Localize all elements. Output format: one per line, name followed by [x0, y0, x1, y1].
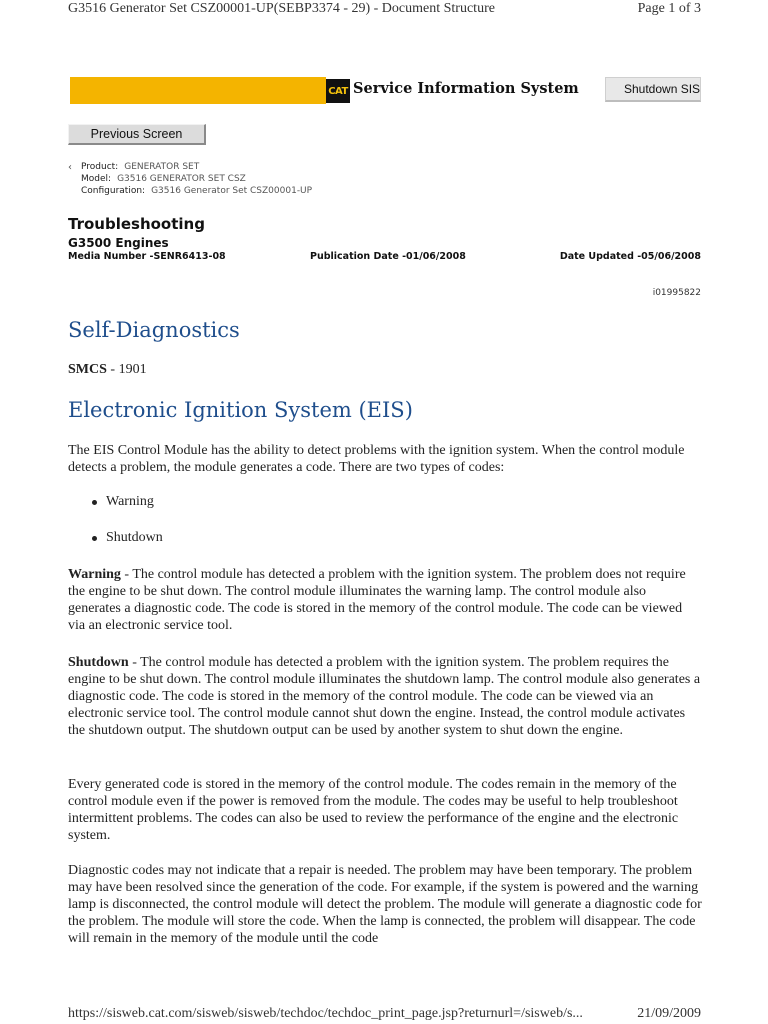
cat-logo	[326, 79, 350, 103]
bullet-icon	[92, 500, 97, 505]
configuration-value: G3516 Generator Set CSZ00001-UP	[151, 186, 313, 196]
document-subtitle: G3500 Engines	[68, 236, 169, 250]
shutdown-paragraph	[68, 654, 702, 739]
smcs-label: SMCS	[68, 362, 107, 377]
memory-paragraph: Every generated code is stored in the memory of the control module. The codes remain in the memory of the control module even if the power is removed from the module. The codes may be useful to help troubleshoot intermittent problems. The codes can also be used to review the performance of the engine and the electronic system.	[68, 777, 679, 843]
warning-text: - The control module has detected a problem with the ignition system. The problem does not require the engine to be shut down. The control module illuminates the warning lamp. The control module also generates a diagnostic code. The code is stored in the memory of the control module. The code can be viewed via an electronic service tool.	[68, 567, 686, 633]
warning-paragraph	[68, 566, 702, 634]
banner-title: Service Information System	[353, 80, 579, 97]
list-item	[92, 530, 163, 546]
list-item	[92, 494, 154, 510]
print-header-title: G3516 Generator Set CSZ00001-UP(SEBP3374 - 29) - Document Structure	[68, 1, 495, 16]
product-info	[68, 161, 312, 197]
diagnostic-paragraph: Diagnostic codes may not indicate that a repair is needed. The problem may have been temporary. The problem may have been resolved since the generation of the code. For example, if the system is powered and the warning lamp is disconnected, the control module will detect the problem. The module will generate a diagnostic code for the problem. The module will store the code. When the lamp is connected, the problem will disappear. The code will remain in the memory of the module until the code	[68, 863, 702, 946]
bullet-icon	[92, 536, 97, 541]
publication-date: Publication Date -01/06/2008	[310, 251, 466, 262]
sis-banner	[68, 77, 701, 104]
product-label: Product:	[81, 162, 119, 172]
print-footer-url: https://sisweb.cat.com/sisweb/sisweb/techdoc/techdoc_print_page.jsp?returnurl=/sisweb/s...	[68, 1006, 583, 1021]
chevron-left-icon[interactable]: ‹	[68, 162, 72, 173]
heading-eis: Electronic Ignition System (EIS)	[68, 398, 413, 422]
list-item-label: Shutdown	[106, 530, 163, 545]
print-header-page-number: Page 1 of 3	[637, 1, 701, 16]
product-value: GENERATOR SET	[124, 162, 200, 172]
intro-paragraph: The EIS Control Module has the ability to detect problems with the ignition system. When the control module detects a problem, the module generates a code. There are two types of codes:	[68, 443, 685, 475]
heading-self-diagnostics: Self-Diagnostics	[68, 318, 240, 342]
warning-term: Warning	[68, 567, 121, 582]
media-number: Media Number -SENR6413-08	[68, 251, 226, 262]
smcs-value: - 1901	[106, 362, 147, 377]
shutdown-text: - The control module has detected a problem with the ignition system. The problem requires the engine to be shut down. The control module illuminates the shutdown lamp. The control module also generates a diagnostic code. The code is stored in the memory of the control module. The code can be viewed via an electronic service tool. The control module cannot shut down the engine. Instead, the control module activates the shutdown output. The shutdown output can be used by another system to shut down the engine.	[68, 655, 701, 738]
cat-logo-text: CAT	[328, 85, 348, 97]
previous-screen-button[interactable]: Previous Screen	[68, 124, 206, 145]
model-label: Model:	[81, 174, 112, 184]
print-footer-date: 21/09/2009	[637, 1006, 701, 1021]
document-title: Troubleshooting	[68, 215, 205, 233]
configuration-label: Configuration:	[81, 186, 146, 196]
model-value: G3516 GENERATOR SET CSZ	[117, 174, 246, 184]
smcs-code	[68, 362, 147, 378]
shutdown-term: Shutdown	[68, 655, 129, 670]
image-id: i01995822	[652, 288, 701, 298]
list-item-label: Warning	[106, 494, 154, 509]
date-updated: Date Updated -05/06/2008	[559, 251, 701, 262]
shutdown-sis-button[interactable]: Shutdown SIS	[605, 77, 701, 102]
banner-gold-strip	[70, 77, 326, 104]
